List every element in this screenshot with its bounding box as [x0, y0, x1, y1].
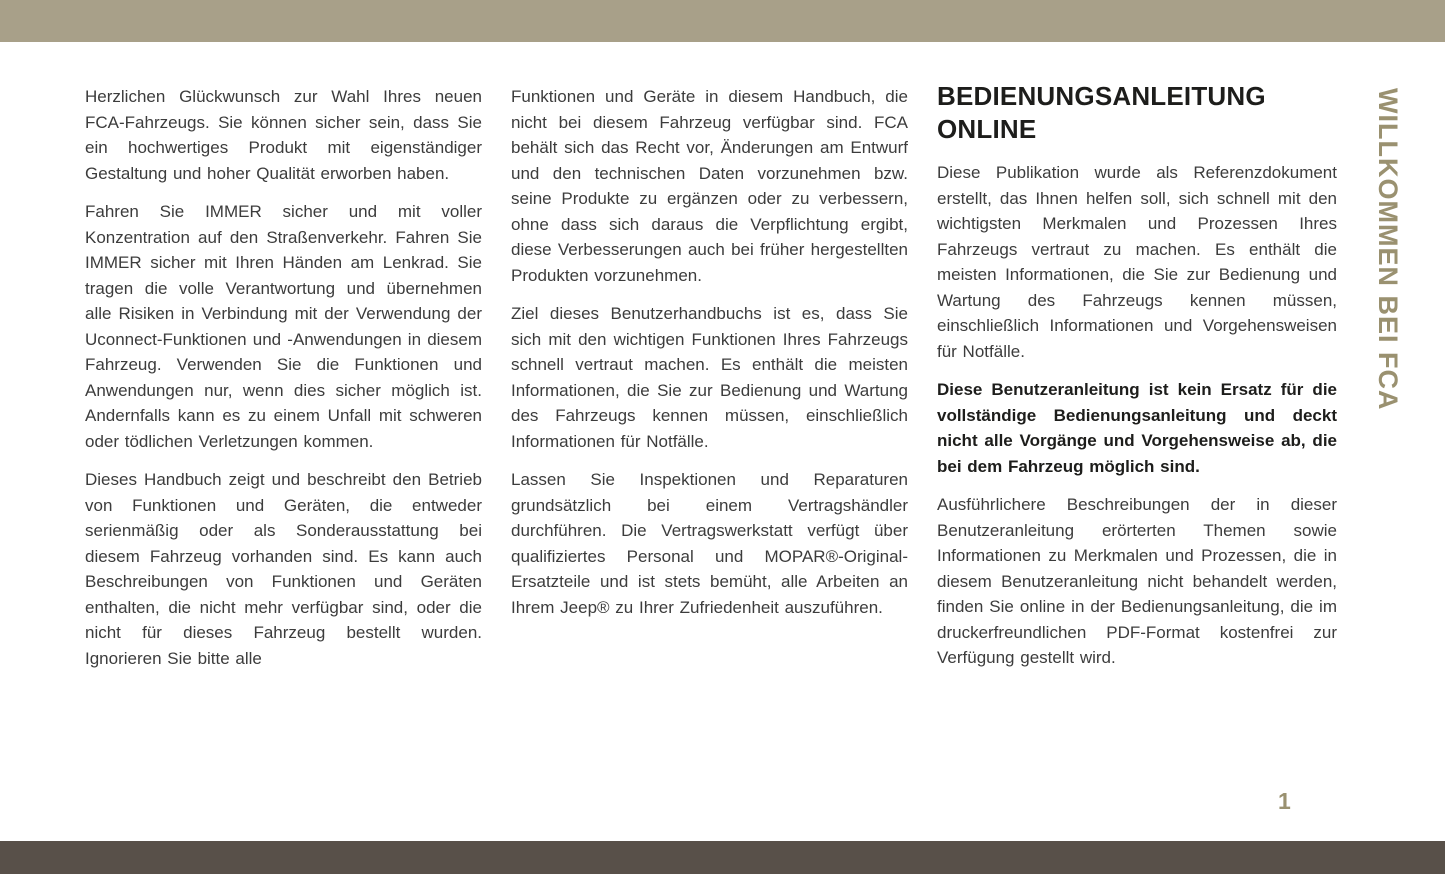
paragraph-scope-continued: Funktionen und Geräte in diesem Handbuch, die nicht bei diesem Fahrzeug verfügbar sind. FCA behält sich das Recht vor, Änderungen am Entwurf und den technischen Daten vorzunehmen bzw. seine Produkte zu ergänzen oder zu verbessern, ohne dass sich daraus die Verpflichtung ergibt, diese Verbesserungen auch bei früher hergestellten Produkten vorzunehmen. — [511, 87, 908, 285]
content-area — [85, 81, 1337, 684]
column-1 — [85, 84, 482, 684]
column-3 — [937, 81, 1337, 684]
paragraph-safety: Fahren Sie IMMER sicher und mit voller Konzentration auf den Straßenverkehr. Fahren Sie IMMER sicher mit Ihren Händen am Lenkrad. Sie tragen die volle Verantwortung und übernehmen alle Risiken in Verbindung mit der Verwendung der Uconnect-Funktionen und -Anwendungen in diesem Fahrzeug. Verwenden Sie die Funktionen und Anwendungen nur, wenn dies sicher möglich ist. Andernfalls kann es zu einem Unfall mit schweren oder tödlichen Verletzungen kommen. — [85, 202, 482, 451]
paragraph-notice-bold: Diese Benutzeranleitung ist kein Ersatz für die vollständige Bedienungsanleitung und deckt nicht alle Vorgänge und Vorgehensweise ab, die bei dem Fahrzeug möglich sind. — [937, 380, 1337, 476]
top-bar — [0, 0, 1445, 42]
paragraph-online-intro: Diese Publikation wurde als Referenzdokument erstellt, das Ihnen helfen soll, sich schnell mit den wichtigsten Merkmalen und Prozessen Ihres Fahrzeugs vertraut zu machen. Es enthält die meisten Informationen, die Sie zur Bedienung und Wartung des Fahrzeugs kennen müssen, einschließlich Informationen und Vorgehensweisen für Notfälle. — [937, 163, 1337, 361]
column-2 — [511, 84, 908, 684]
bottom-bar — [0, 841, 1445, 874]
chapter-sidebar-label: WILLKOMMEN BEI FCA — [1373, 88, 1403, 411]
paragraph-service: Lassen Sie Inspektionen und Reparaturen grundsätzlich bei einem Vertragshändler durchführen. Die Vertragswerkstatt verfügt über qualifiziertes Personal und MOPAR®-Original-Ersatzteile und ist stets bemüht, alle Arbeiten an Ihrem Jeep® zu Ihrer Zufriedenheit auszuführen. — [511, 470, 908, 617]
page-number: 1 — [1278, 788, 1291, 814]
paragraph-online-pdf: Ausführlichere Beschreibungen der in dieser Benutzeranleitung erörterten Themen sowie Informationen zu Merkmalen und Prozessen, die in diesem Benutzeranleitung nicht behandelt werden, finden Sie online in der Bedienungsanleitung, die im druckerfreundlichen PDF-Format kostenfrei zur Verfügung gestellt wird. — [937, 495, 1337, 667]
paragraph-handbook-goal: Ziel dieses Benutzerhandbuchs ist es, dass Sie sich mit den wichtigen Funktionen Ihres Fahrzeugs schnell vertraut machen. Es enthält die meisten Informationen, die Sie zur Bedienung und Wartung des Fahrzeugs kennen müssen, einschließlich Informationen für Notfälle. — [511, 304, 908, 451]
paragraph-welcome: Herzlichen Glückwunsch zur Wahl Ihres neuen FCA-Fahrzeugs. Sie können sicher sein, dass Sie ein hochwertiges Produkt mit eigenständiger Gestaltung und hoher Qualität erworben haben. — [85, 87, 482, 183]
section-heading: BEDIENUNGSANLEITUNG ONLINE — [937, 81, 1266, 144]
paragraph-manual-scope: Dieses Handbuch zeigt und beschreibt den Betrieb von Funktionen und Geräten, die entweder serienmäßig oder als Sonderausstattung bei diesem Fahrzeug vorhanden sind. Es kann auch Beschreibungen von Funktionen und Geräten enthalten, die nicht mehr verfügbar sind, oder die nicht für dieses Fahrzeug bestellt wurden. Ignorieren Sie bitte alle — [85, 470, 482, 668]
